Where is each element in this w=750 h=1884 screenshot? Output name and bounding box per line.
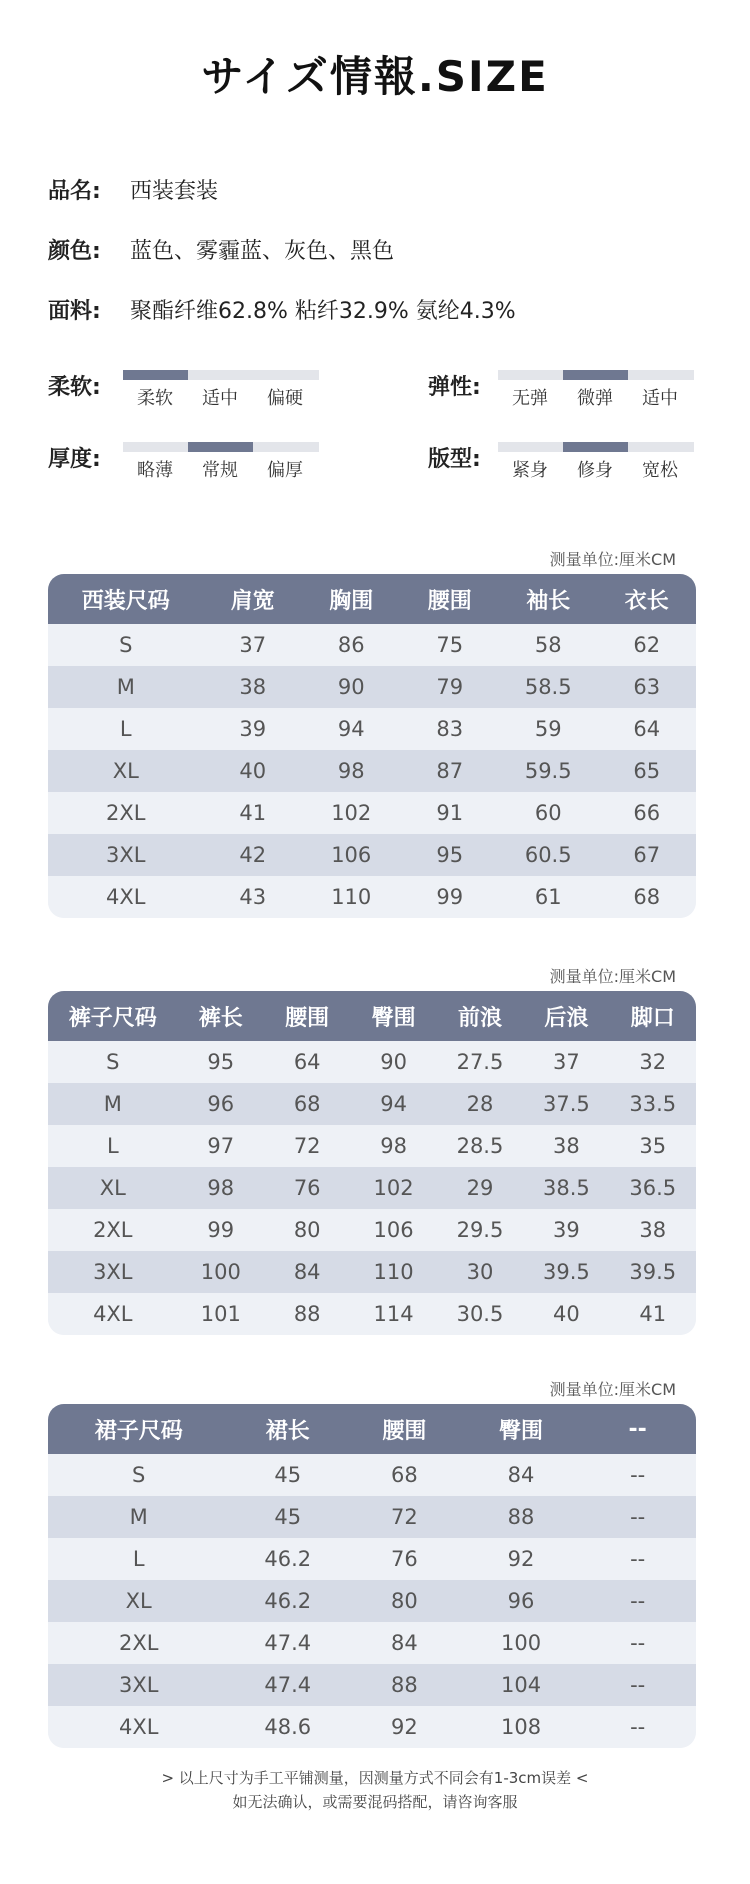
table-row [48,624,696,666]
table-cell: 58 [499,624,597,666]
table-header: 袖长 [499,574,597,624]
table-cell: 95 [400,834,498,876]
table-cell: -- [579,1706,696,1748]
table-cell: 37 [523,1041,609,1083]
table-row [48,1496,696,1538]
table-cell: 29.5 [437,1209,523,1251]
table-row [48,708,696,750]
scale-option: 柔软 [137,388,173,409]
table-header: 西装尺码 [48,574,204,624]
table-cell: 27.5 [437,1041,523,1083]
table-header: 裤子尺码 [48,991,178,1041]
table-cell: 60 [499,792,597,834]
scale-selected [563,370,628,380]
table-cell: 46.2 [229,1538,346,1580]
table-header: -- [579,1404,696,1454]
table-cell: 32 [610,1041,696,1083]
table-cell: 83 [400,708,498,750]
attr-label: 版型: [428,447,481,472]
table-cell: L [48,1125,178,1167]
table-cell: 87 [400,750,498,792]
table-cell: -- [579,1538,696,1580]
table-cell: 88 [463,1496,580,1538]
info-value: 西装套装 [130,179,219,204]
size-table-skirt [48,1404,696,1748]
table-cell: -- [579,1496,696,1538]
table-row [48,1041,696,1083]
table-cell: 40 [204,750,302,792]
table-row [48,1209,696,1251]
table-cell: 114 [350,1293,436,1335]
table-cell: 96 [178,1083,264,1125]
table-cell: -- [579,1454,696,1496]
info-fabric [48,294,516,325]
table-cell: 100 [463,1622,580,1664]
attr-softness [48,370,348,430]
size-table-pants [48,991,696,1335]
table-cell: -- [579,1664,696,1706]
table-cell: 37.5 [523,1083,609,1125]
table-cell: 2XL [48,1209,178,1251]
scale-option: 宽松 [642,460,678,481]
table-cell: 39 [523,1209,609,1251]
table-cell: 84 [264,1251,350,1293]
table-cell: 99 [178,1209,264,1251]
info-label: 颜色: [48,239,101,264]
table-cell: 84 [346,1622,463,1664]
table-cell: 75 [400,624,498,666]
table-cell: 39.5 [523,1251,609,1293]
unit-note: 测量单位:厘米CM [549,967,676,986]
table-header: 臀围 [350,991,436,1041]
scale-bar [498,442,694,452]
table-cell: 106 [302,834,400,876]
table-row [48,876,696,918]
table-cell: 104 [463,1664,580,1706]
table-cell: 95 [178,1041,264,1083]
table-row [48,792,696,834]
table-cell: 38 [610,1209,696,1251]
table-cell: 41 [204,792,302,834]
table-cell: 48.6 [229,1706,346,1748]
scale-option: 无弹 [512,388,548,409]
table-cell: 92 [463,1538,580,1580]
table-cell: 42 [204,834,302,876]
table-cell: 38 [523,1125,609,1167]
unit-note: 测量单位:厘米CM [549,1380,676,1399]
table-cell: 38.5 [523,1167,609,1209]
table-cell: 4XL [48,1706,229,1748]
info-label: 品名: [48,179,101,204]
table-cell: XL [48,750,204,792]
table-row [48,834,696,876]
table-cell: 80 [346,1580,463,1622]
table-cell: 36.5 [610,1167,696,1209]
table-cell: 39 [204,708,302,750]
table-cell: XL [48,1167,178,1209]
table-row [48,1293,696,1335]
table-cell: 61 [499,876,597,918]
table-cell: 4XL [48,1293,178,1335]
table-cell: 67 [597,834,696,876]
scale-option: 略薄 [137,460,173,481]
table-row [48,1454,696,1496]
table-cell: 76 [346,1538,463,1580]
table-cell: 41 [610,1293,696,1335]
table-cell: 37 [204,624,302,666]
table-cell: 2XL [48,792,204,834]
table-cell: M [48,1496,229,1538]
size-table-suit [48,574,696,918]
table-row [48,1706,696,1748]
table-cell: 91 [400,792,498,834]
table-header: 腰围 [346,1404,463,1454]
table-header: 腰围 [400,574,498,624]
table-cell: 64 [264,1041,350,1083]
table-header-row [48,991,696,1041]
table-cell: 3XL [48,1664,229,1706]
table-cell: 88 [346,1664,463,1706]
table-row [48,666,696,708]
table-cell: 38 [204,666,302,708]
scale-option: 偏厚 [267,460,303,481]
table-cell: 63 [597,666,696,708]
attr-label: 弹性: [428,375,481,400]
table-cell: 3XL [48,834,204,876]
scale-bar [123,442,319,452]
table-header: 腰围 [264,991,350,1041]
table-cell: 80 [264,1209,350,1251]
scale-option: 适中 [202,388,238,409]
scale-option: 常规 [202,460,238,481]
table-row [48,1083,696,1125]
table-cell: 39.5 [610,1251,696,1293]
table-cell: 65 [597,750,696,792]
table-cell: 33.5 [610,1083,696,1125]
scale-selected [123,370,188,380]
scale-selected [563,442,628,452]
scale-selected [188,442,253,452]
table-cell: 29 [437,1167,523,1209]
table-cell: 72 [346,1496,463,1538]
page-title: サイズ情報.SIZE [201,52,549,101]
table-cell: S [48,1454,229,1496]
table-cell: 58.5 [499,666,597,708]
table-row [48,1580,696,1622]
table-row [48,1538,696,1580]
table-cell: S [48,1041,178,1083]
table-cell: 30 [437,1251,523,1293]
table-cell: 76 [264,1167,350,1209]
table-header: 裙长 [229,1404,346,1454]
scale-option: 适中 [642,388,678,409]
table-row [48,1167,696,1209]
table-cell: 4XL [48,876,204,918]
table-cell: M [48,1083,178,1125]
table-cell: 92 [346,1706,463,1748]
table-cell: 90 [350,1041,436,1083]
table-cell: L [48,708,204,750]
attr-label: 厚度: [48,447,101,472]
scale-option: 紧身 [512,460,548,481]
table-row [48,750,696,792]
info-product-name [48,174,218,205]
table-row [48,1622,696,1664]
table-cell: 94 [350,1083,436,1125]
table-header-row [48,574,696,624]
unit-note: 测量单位:厘米CM [549,550,676,569]
scale-option: 偏硬 [267,388,303,409]
table-cell: 66 [597,792,696,834]
table-cell: 47.4 [229,1622,346,1664]
info-label: 面料: [48,299,101,324]
table-header: 前浪 [437,991,523,1041]
table-cell: 99 [400,876,498,918]
table-cell: 3XL [48,1251,178,1293]
table-cell: S [48,624,204,666]
table-cell: XL [48,1580,229,1622]
table-cell: 84 [463,1454,580,1496]
table-cell: 62 [597,624,696,666]
table-cell: 68 [597,876,696,918]
table-cell: 2XL [48,1622,229,1664]
table-cell: 88 [264,1293,350,1335]
table-header-row [48,1404,696,1454]
table-cell: 102 [302,792,400,834]
table-header: 衣长 [597,574,696,624]
table-cell: 98 [350,1125,436,1167]
table-cell: L [48,1538,229,1580]
scale-option: 微弹 [577,388,613,409]
info-value: 蓝色、雾霾蓝、灰色、黑色 [130,239,395,264]
table-cell: -- [579,1622,696,1664]
scale-bar [123,370,319,380]
table-header: 脚口 [610,991,696,1041]
table-cell: 28 [437,1083,523,1125]
attr-elasticity [428,370,728,430]
table-cell: 28.5 [437,1125,523,1167]
table-cell: 45 [229,1496,346,1538]
table-cell: 59 [499,708,597,750]
scale-option: 修身 [577,460,613,481]
table-cell: 60.5 [499,834,597,876]
table-header: 胸围 [302,574,400,624]
footer-line: > 以上尺寸为手工平铺测量，因测量方式不同会有1-3cm误差 < [161,1769,589,1787]
scale-bar [498,370,694,380]
footer-note [0,1766,750,1814]
table-row [48,1664,696,1706]
info-color [48,234,394,265]
table-cell: 98 [302,750,400,792]
table-cell: 96 [463,1580,580,1622]
info-value: 聚酯纤维62.8% 粘纤32.9% 氨纶4.3% [130,299,516,324]
table-header: 后浪 [523,991,609,1041]
table-header: 肩宽 [204,574,302,624]
attr-fit [428,442,728,502]
table-cell: 45 [229,1454,346,1496]
footer-line: 如无法确认，或需要混码搭配，请咨询客服 [232,1793,518,1811]
attr-label: 柔软: [48,375,101,400]
table-cell: 40 [523,1293,609,1335]
table-cell: 47.4 [229,1664,346,1706]
table-cell: 30.5 [437,1293,523,1335]
table-cell: 102 [350,1167,436,1209]
table-cell: 101 [178,1293,264,1335]
table-cell: 90 [302,666,400,708]
table-cell: 110 [302,876,400,918]
table-cell: 86 [302,624,400,666]
table-cell: 68 [264,1083,350,1125]
attr-thickness [48,442,348,502]
table-row [48,1251,696,1293]
table-header: 裤长 [178,991,264,1041]
table-cell: 43 [204,876,302,918]
table-cell: 59.5 [499,750,597,792]
table-cell: 110 [350,1251,436,1293]
table-cell: 94 [302,708,400,750]
table-cell: 98 [178,1167,264,1209]
table-cell: 106 [350,1209,436,1251]
table-cell: 68 [346,1454,463,1496]
table-cell: 97 [178,1125,264,1167]
table-cell: M [48,666,204,708]
table-cell: 79 [400,666,498,708]
table-header: 裙子尺码 [48,1404,229,1454]
table-cell: 64 [597,708,696,750]
table-cell: 100 [178,1251,264,1293]
table-header: 臀围 [463,1404,580,1454]
table-cell: 72 [264,1125,350,1167]
table-cell: 35 [610,1125,696,1167]
table-cell: 46.2 [229,1580,346,1622]
table-row [48,1125,696,1167]
table-cell: -- [579,1580,696,1622]
table-cell: 108 [463,1706,580,1748]
